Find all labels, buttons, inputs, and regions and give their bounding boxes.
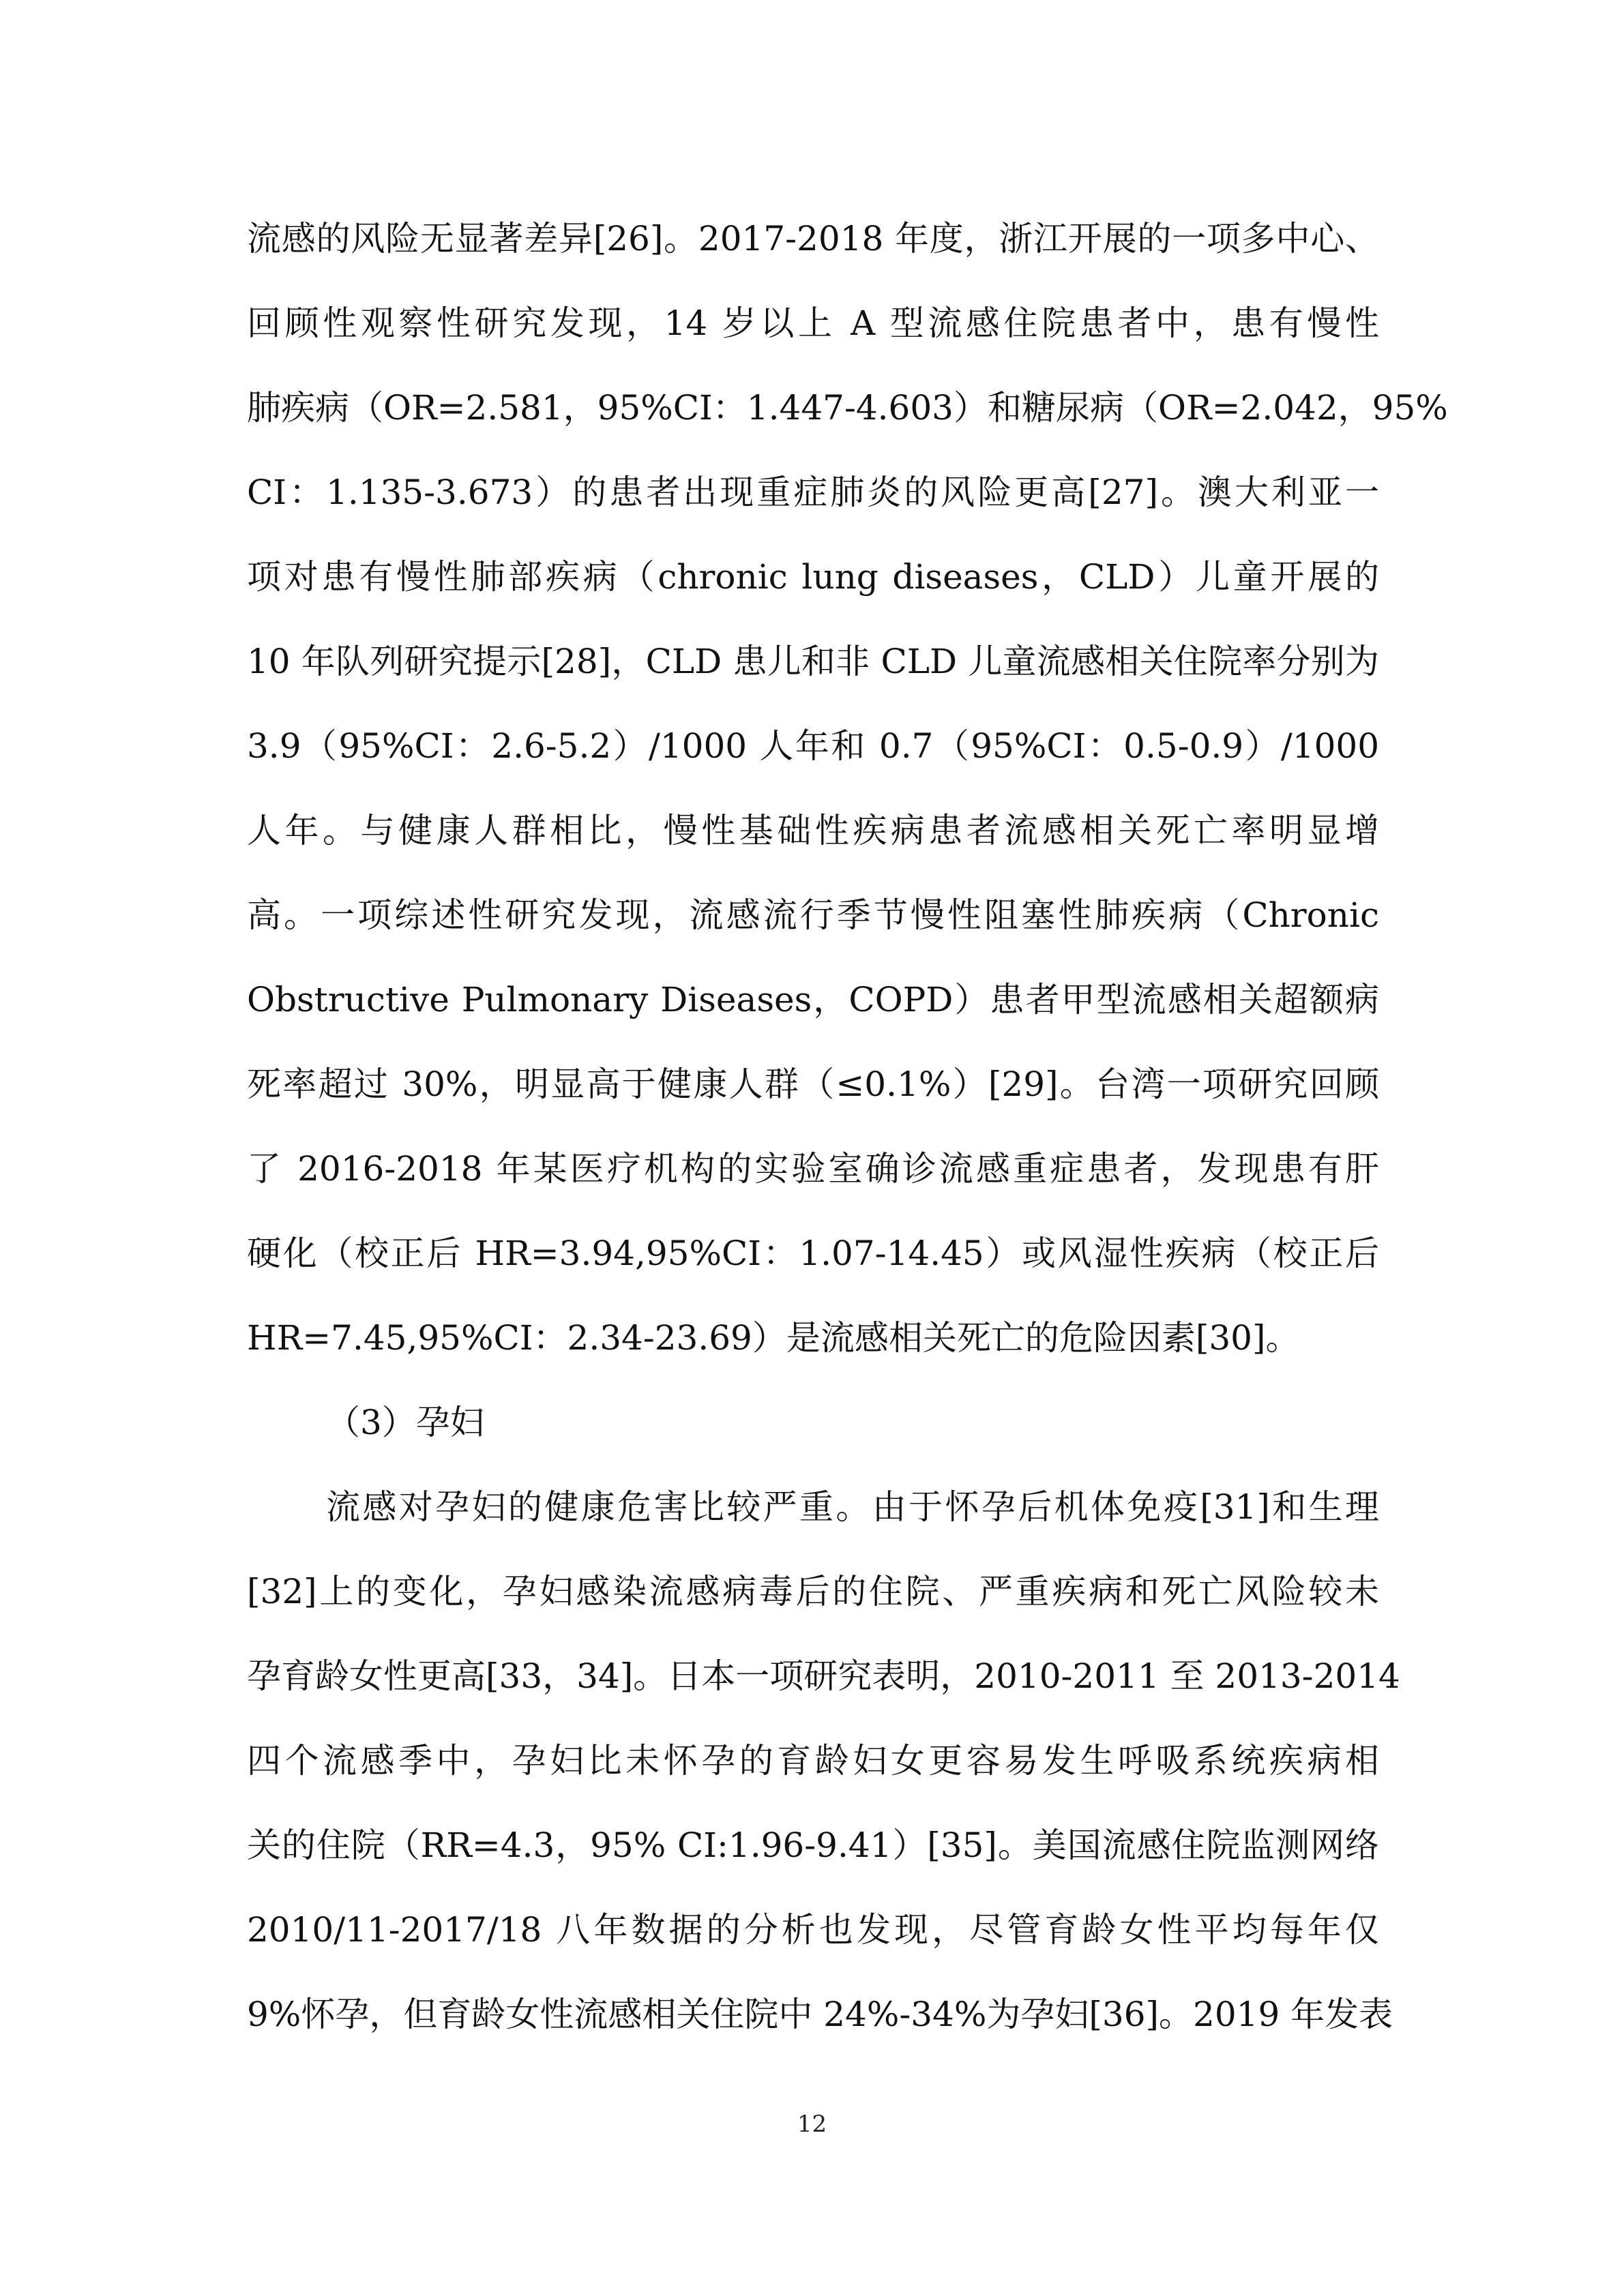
text-line: 死率超过 30%，明显高于健康人群（≤0.1%）[29]。台湾一项研究回顾	[247, 1064, 1379, 1104]
text-line: Obstructive Pulmonary Diseases，COPD）患者甲型流感相关超额病	[247, 980, 1379, 1019]
text-line: 肺疾病（OR=2.581，95%CI：1.447-4.603）和糖尿病（OR=2.042，95%	[247, 388, 1448, 428]
text-line: CI：1.135-3.673）的患者出现重症肺炎的风险更高[27]。澳大利亚一	[247, 473, 1379, 512]
text-line: 硬化（校正后 HR=3.94,95%CI：1.07-14.45）或风湿性疾病（校正后	[247, 1234, 1379, 1273]
text-line: 孕育龄女性更高[33，34]。日本一项研究表明，2010-2011 至 2013-2014	[247, 1656, 1400, 1696]
text-line: 流感的风险无显著差异[26]。2017-2018 年度，浙江开展的一项多中心、	[247, 219, 1379, 258]
text-line: 四个流感季中，孕妇比未怀孕的育龄妇女更容易发生呼吸系统疾病相	[247, 1741, 1379, 1780]
text-line: 项对患有慢性肺部疾病（chronic lung diseases，CLD）儿童开展的	[247, 557, 1379, 597]
page-number: 12	[797, 2111, 827, 2138]
text-line: [32]上的变化，孕妇感染流感病毒后的住院、严重疾病和死亡风险较未	[247, 1572, 1379, 1611]
text-line: 高。一项综述性研究发现，流感流行季节慢性阻塞性肺疾病（Chronic	[247, 895, 1379, 935]
text-line: 流感对孕妇的健康危害比较严重。由于怀孕后机体免疫[31]和生理	[326, 1487, 1379, 1527]
text-line: HR=7.45,95%CI：2.34-23.69）是流感相关死亡的危险因素[30]。	[247, 1318, 1300, 1358]
text-line: 9%怀孕，但育龄女性流感相关住院中 24%-34%为孕妇[36]。2019 年发表	[247, 1995, 1393, 2034]
text-line: 2010/11-2017/18 八年数据的分析也发现，尽管育龄女性平均每年仅	[247, 1910, 1379, 1950]
text-line: 回顾性观察性研究发现，14 岁以上 A 型流感住院患者中，患有慢性	[247, 303, 1379, 343]
text-line: 10 年队列研究提示[28]，CLD 患儿和非 CLD 儿童流感相关住院率分别为	[247, 642, 1379, 681]
text-line: 人年。与健康人群相比，慢性基础性疾病患者流感相关死亡率明显增	[247, 811, 1379, 850]
text-line: 了 2016-2018 年某医疗机构的实验室确诊流感重症患者，发现患有肝	[247, 1149, 1379, 1189]
section-heading: （3）孕妇	[326, 1403, 484, 1442]
text-line: 关的住院（RR=4.3，95% CI:1.96-9.41）[35]。美国流感住院监测网络	[247, 1825, 1379, 1865]
text-line: 3.9（95%CI：2.6-5.2）/1000 人年和 0.7（95%CI：0.5-0.9）/1000	[247, 726, 1379, 766]
body-text	[247, 196, 1448, 2057]
